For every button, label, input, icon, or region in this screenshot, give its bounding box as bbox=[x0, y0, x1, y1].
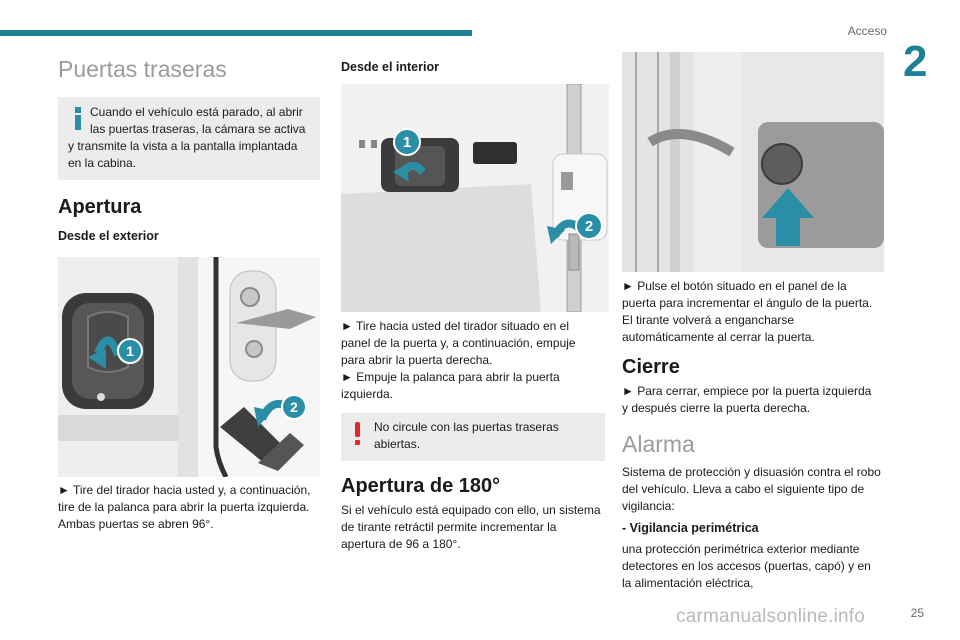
warning-text-2: abiertas. bbox=[374, 437, 421, 451]
fig-label-1: 1 bbox=[126, 343, 134, 359]
heading-desde-exterior: Desde el exterior bbox=[58, 229, 159, 243]
fig-label-2: 2 bbox=[584, 218, 594, 235]
heading-apertura-180: Apertura de 180° bbox=[341, 475, 501, 497]
button-text-3: El tirante volverá a engancharse bbox=[622, 313, 795, 327]
apertura-180-text-3: apertura de 96 a 180°. bbox=[341, 537, 461, 551]
cierre-text-1: ► Para cerrar, empiece por la puerta izquierda bbox=[622, 384, 872, 398]
interior-text-2: panel de la puerta y, a continuación, empuje bbox=[341, 336, 576, 350]
heading-cierre: Cierre bbox=[622, 356, 680, 378]
info-text-4: en la cabina. bbox=[68, 156, 137, 170]
heading-desde-interior: Desde el interior bbox=[341, 60, 439, 74]
warning-icon bbox=[355, 422, 361, 446]
column-2 bbox=[341, 60, 605, 553]
section-name: Acceso bbox=[847, 24, 887, 38]
info-text-1: Cuando el vehículo está parado, al abrir bbox=[90, 105, 303, 119]
illustration-door-button bbox=[622, 52, 884, 272]
fig-label-1: 1 bbox=[402, 134, 412, 151]
alarma-text-2: del vehículo. Lleva a cabo el siguiente tipo de bbox=[622, 482, 865, 496]
interior-text-3: para abrir la puerta derecha. bbox=[341, 353, 493, 367]
interior-text-1: ► Tire hacia usted del tirador situado en el bbox=[341, 319, 570, 333]
chapter-number: 2 bbox=[903, 37, 928, 86]
exterior-text-2: tire de la palanca para abrir la puerta izquierda. bbox=[58, 500, 310, 514]
warning-text-1: No circule con las puertas traseras bbox=[374, 420, 559, 434]
apertura-180-text-2: de tirante retráctil permite incrementar la bbox=[341, 520, 557, 534]
alarma-text-1: Sistema de protección y disuasión contra el robo bbox=[622, 465, 881, 479]
heading-apertura: Apertura bbox=[58, 196, 142, 218]
illustration-interior-handle bbox=[341, 84, 609, 312]
column-1 bbox=[58, 56, 320, 533]
fig-label-2: 2 bbox=[290, 399, 298, 415]
heading-alarma: Alarma bbox=[622, 431, 695, 457]
exterior-text-1: ► Tire del tirador hacia usted y, a continuación, bbox=[58, 483, 311, 497]
alarma-text-3: vigilancia: bbox=[622, 499, 675, 513]
warning-box bbox=[341, 413, 605, 461]
info-box-camera bbox=[58, 97, 320, 180]
button-text-4: automáticamente al cerrar la puerta. bbox=[622, 330, 815, 344]
interior-text-4: ► Empuje la palanca para abrir la puerta bbox=[341, 370, 560, 384]
page-number: 25 bbox=[910, 606, 924, 620]
interior-text-5: izquierda. bbox=[341, 387, 394, 401]
exterior-text-3: Ambas puertas se abren 96°. bbox=[58, 517, 214, 531]
watermark: carmanualsonline.info bbox=[676, 606, 866, 627]
cierre-text-2: y después cierre la puerta derecha. bbox=[622, 401, 811, 415]
vigilancia-text-1: una protección perimétrica exterior mediante bbox=[622, 542, 860, 556]
vigilancia-text-2: detectores en los accesos (puertas, capó) y en bbox=[622, 559, 871, 573]
illustration-exterior-handle bbox=[58, 257, 320, 477]
title-puertas-traseras: Puertas traseras bbox=[58, 56, 227, 82]
apertura-180-text-1: Si el vehículo está equipado con ello, un sistema bbox=[341, 503, 601, 517]
header-accent-bar bbox=[0, 30, 472, 36]
info-text-3: y transmite la vista a la pantalla implantada bbox=[68, 139, 298, 153]
button-text-2: puerta para incrementar el ángulo de la puerta. bbox=[622, 296, 873, 310]
heading-vigilancia-perimetrica: - Vigilancia perimétrica bbox=[622, 521, 759, 535]
vigilancia-text-3: la alimentación eléctrica, bbox=[622, 576, 754, 590]
button-text-1: ► Pulse el botón situado en el panel de la bbox=[622, 279, 847, 293]
column-3 bbox=[622, 52, 884, 592]
info-text-2: las puertas traseras, la cámara se activa bbox=[90, 122, 306, 136]
info-icon bbox=[74, 107, 82, 129]
